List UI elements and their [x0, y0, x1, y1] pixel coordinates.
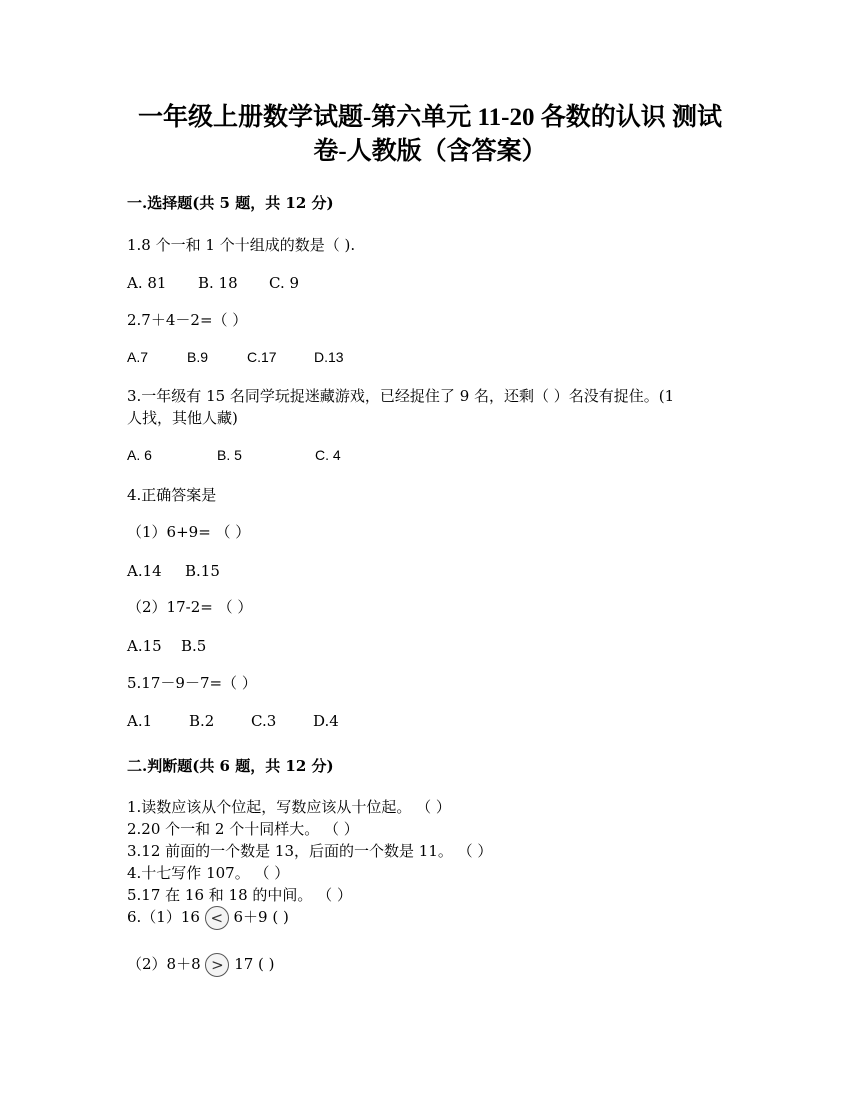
q1-option-b: B. 18	[198, 274, 238, 292]
q5-options	[127, 711, 339, 731]
q5-option-d: D.4	[313, 712, 339, 730]
q4-text: 4.正确答案是	[127, 486, 217, 504]
q4-sub2: （2）17-2= （ ）	[127, 598, 253, 616]
q2-option-d: D.13	[314, 349, 344, 365]
q3-line1: 3.一年级有 15 名同学玩捉迷藏游戏，已经捉住了 9 名，还剩（ ）名没有捉住。(1	[127, 387, 675, 405]
q3-option-b: B. 5	[217, 447, 242, 463]
q4-sub2-option-b: B.5	[181, 637, 207, 655]
q2-option-c: C.17	[247, 349, 277, 365]
tf-item-2: 2.20 个一和 2 个十同样大。 （ ）	[127, 820, 359, 838]
q3-option-c: C. 4	[315, 447, 341, 463]
tf-item-6-sub1	[127, 906, 289, 930]
q4-sub2-option-a: A.15	[127, 637, 162, 655]
q2-options	[127, 349, 344, 365]
q3-line2: 人找，其他人藏)	[127, 409, 238, 427]
q3-options	[127, 447, 341, 463]
q4-sub1-option-b: B.15	[185, 562, 220, 580]
tf-item-4: 4.十七写作 107。 （ ）	[127, 864, 290, 882]
tf-6-1-prefix: 6.（1）16	[127, 908, 200, 926]
tf-item-6-sub2	[127, 953, 275, 977]
tf-6-2-suffix: 17 ( )	[234, 955, 275, 973]
page-title-line1: 一年级上册数学试题-第六单元 11-20 各数的认识 测试	[137, 104, 723, 131]
section2-heading: 二.判断题(共 6 题，共 12 分)	[127, 757, 334, 775]
q5-option-c: C.3	[251, 712, 277, 730]
q3-option-a: A. 6	[127, 447, 152, 463]
q4-sub1-options	[127, 561, 220, 581]
greater-than-symbol: >	[205, 953, 229, 977]
q2-option-a: A.7	[127, 349, 149, 365]
q1-option-c: C. 9	[269, 274, 300, 292]
q4-sub2-options	[127, 636, 206, 656]
section1-heading: 一.选择题(共 5 题，共 12 分)	[127, 194, 334, 212]
less-than-symbol: <	[205, 906, 229, 930]
tf-item-5: 5.17 在 16 和 18 的中间。 （ ）	[127, 886, 352, 904]
q4-sub1-option-a: A.14	[127, 562, 162, 580]
q2-text: 2.7＋4－2=（ ）	[127, 311, 248, 329]
q5-option-a: A.1	[127, 712, 153, 730]
q2-option-b: B.9	[187, 349, 209, 365]
q1-option-a: A. 81	[127, 274, 167, 292]
q1-text: 1.8 个一和 1 个十组成的数是（ ).	[127, 236, 356, 254]
q5-text: 5.17－9－7=（ ）	[127, 674, 257, 692]
q4-sub1: （1）6+9= （ ）	[127, 523, 251, 541]
q1-options	[127, 273, 299, 293]
tf-item-1: 1.读数应该从个位起，写数应该从十位起。 （ ）	[127, 798, 451, 816]
tf-item-3: 3.12 前面的一个数是 13，后面的一个数是 11。 （ ）	[127, 842, 493, 860]
page-title-line2: 卷-人教版（含答案）	[313, 138, 547, 165]
tf-6-1-suffix: 6＋9 ( )	[233, 908, 289, 926]
q5-option-b: B.2	[189, 712, 215, 730]
tf-6-2-prefix: （2）8＋8	[127, 955, 201, 973]
